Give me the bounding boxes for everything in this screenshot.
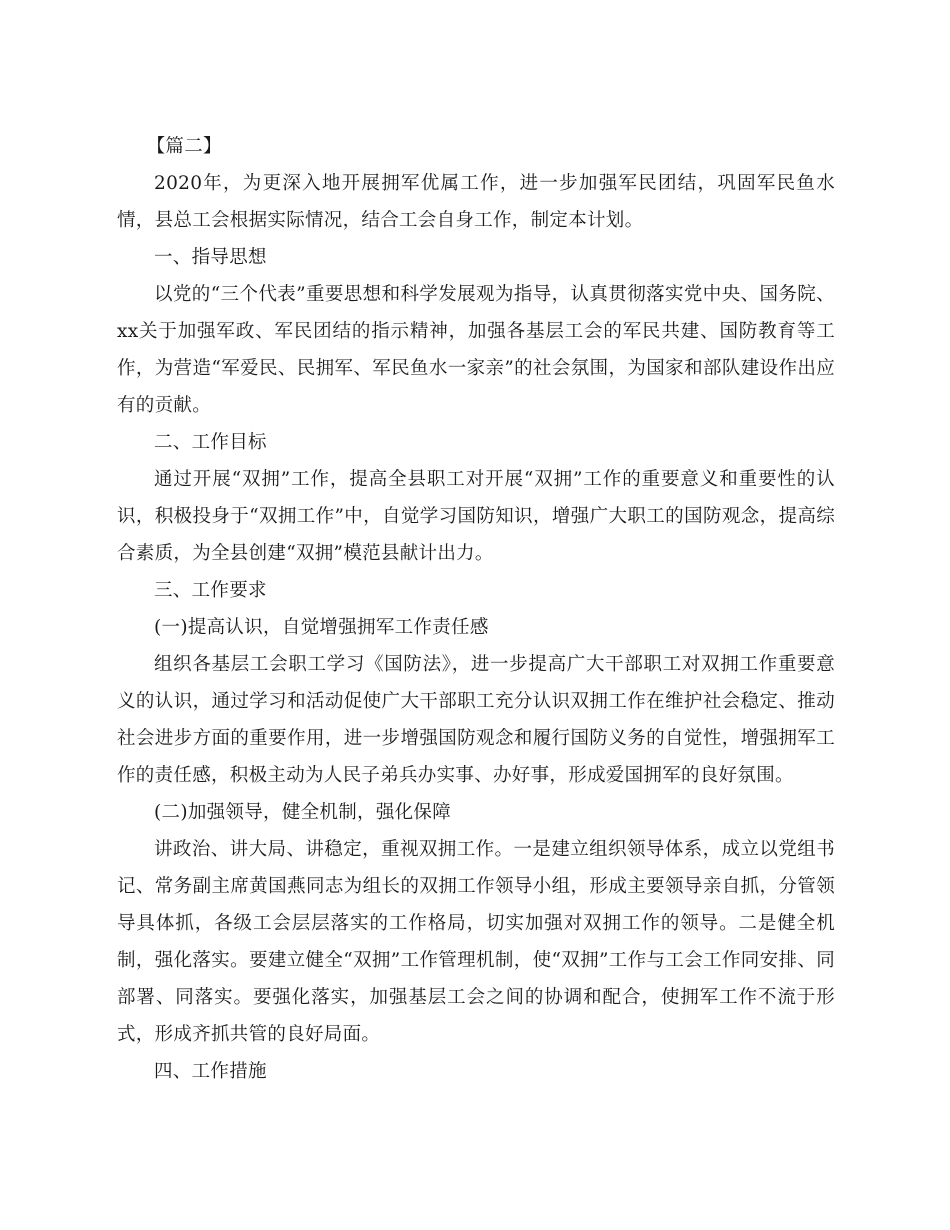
- heading-work-requirements: 三、工作要求: [154, 580, 267, 601]
- heading-work-measures: 四、工作措施: [154, 1061, 267, 1082]
- section-marker: 【篇二】: [146, 136, 222, 157]
- raise-awareness-paragraph: 组织各基层工会职工学习《国防法》，进一步提高广大干部职工对双拥工作重要意义的认识，通过学习和活动促使广大干部职工充分认识双拥工作在维护社会稳定、推动社会进步方面的重要作用，进一步增强国防观念和履行国防义务的自觉性，增强拥军工作的责任感，积极主动为人民子弟兵办实事、办好事，形成爱国拥军的良好氛围。: [117, 654, 835, 786]
- subheading-strengthen-leadership: (二)加强领导，健全机制，强化保障: [154, 802, 452, 823]
- subheading-raise-awareness: (一)提高认识，自觉增强拥军工作责任感: [154, 617, 489, 638]
- heading-guiding-ideology: 一、指导思想: [154, 247, 267, 268]
- guiding-ideology-paragraph: 以党的“三个代表”重要思想和科学发展观为指导，认真贯彻落实党中央、国务院、xx关于加强军政、军民团结的指示精神，加强各基层工会的军民共建、国防教育等工作，为营造“军爱民、民拥军、军民鱼水一家亲”的社会氛围，为国家和部队建设作出应有的贡献。: [117, 284, 835, 416]
- work-goals-paragraph: 通过开展“双拥”工作，提高全县职工对开展“双拥”工作的重要意义和重要性的认识，积极投身于“双拥工作”中，自觉学习国防知识，增强广大职工的国防观念，提高综合素质，为全县创建“双拥”模范县献计出力。: [117, 469, 835, 564]
- intro-paragraph: 2020年，为更深入地开展拥军优属工作，进一步加强军民团结，巩固军民鱼水情，县总工会根据实际情况，结合工会自身工作，制定本计划。: [117, 173, 835, 231]
- document-body: [117, 128, 835, 1090]
- strengthen-leadership-paragraph: 讲政治、讲大局、讲稳定，重视双拥工作。一是建立组织领导体系，成立以党组书记、常务副主席黄国燕同志为组长的双拥工作领导小组，形成主要领导亲自抓，分管领导具体抓，各级工会层层落实的工作格局，切实加强对双拥工作的领导。二是健全机制，强化落实。要建立健全“双拥”工作管理机制，使“双拥”工作与工会工作同安排、同部署、同落实。要强化落实，加强基层工会之间的协调和配合，使拥军工作不流于形式，形成齐抓共管的良好局面。: [117, 839, 835, 1045]
- heading-work-goals: 二、工作目标: [154, 432, 267, 453]
